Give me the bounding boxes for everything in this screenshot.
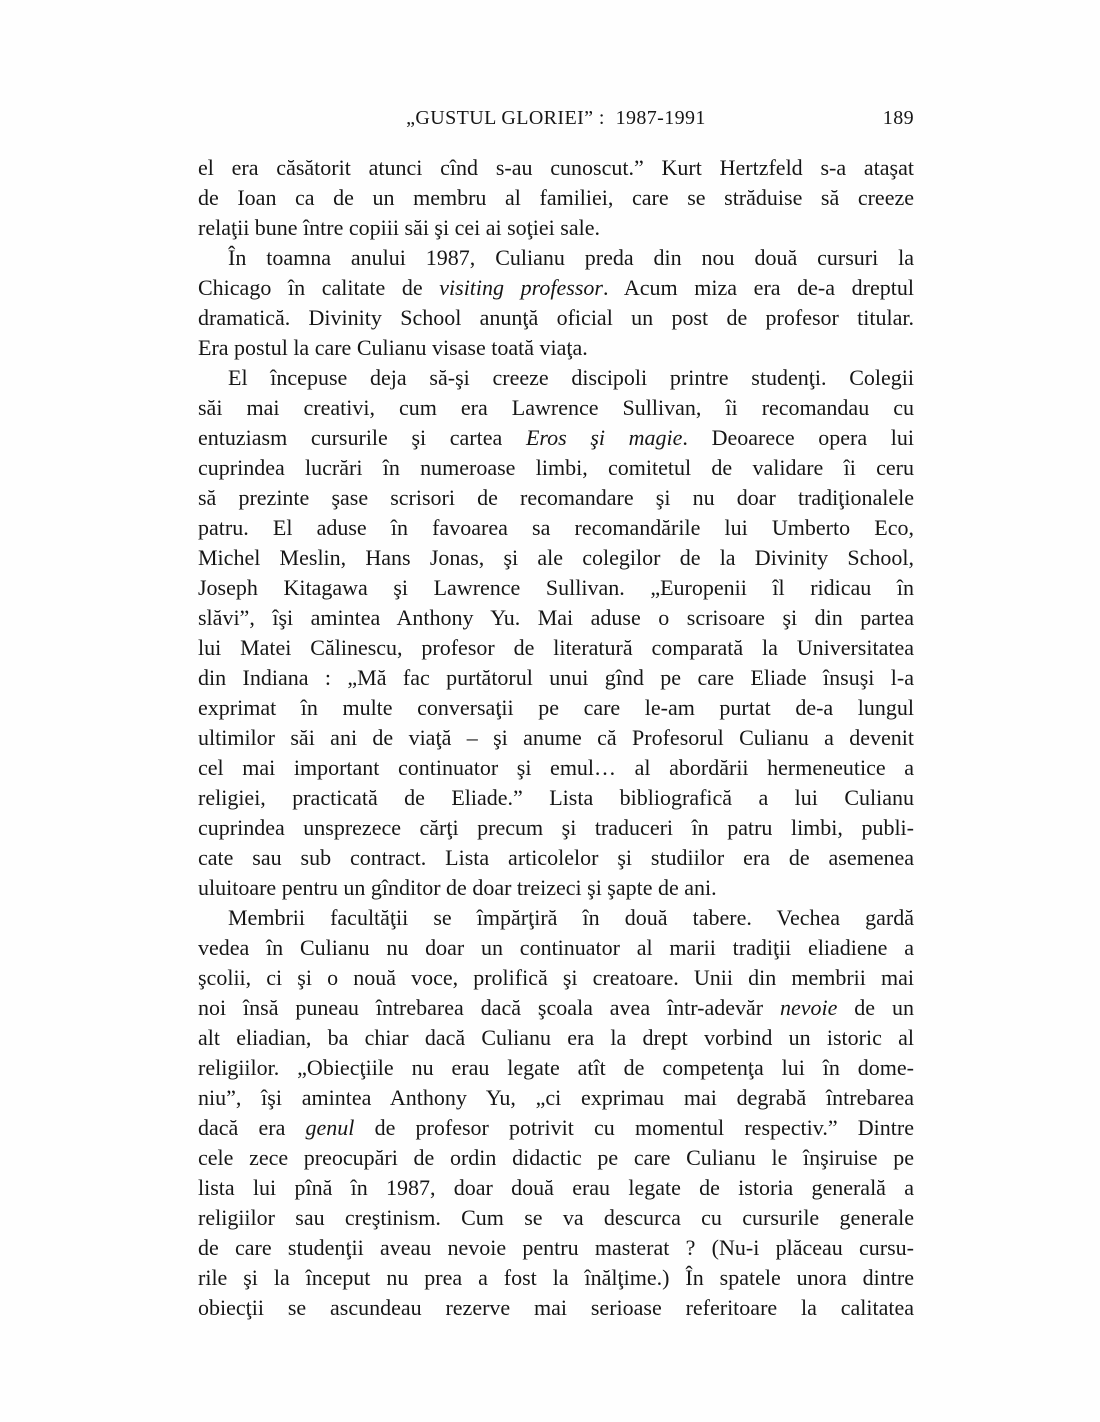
plain-text: de care studenţii aveau nevoie pentru masterat ? (Nu-i plăceau cursu- bbox=[198, 1235, 914, 1260]
text-line bbox=[198, 183, 914, 213]
plain-text: . Acum miza era de-a dreptul bbox=[602, 275, 914, 300]
text-line bbox=[198, 753, 914, 783]
plain-text: vedea în Culianu nu doar un continuator al marii tradiţii eliadiene a bbox=[198, 935, 914, 960]
text-line-content bbox=[198, 545, 914, 570]
plain-text: entuziasm cursurile şi cartea bbox=[198, 425, 526, 450]
text-line bbox=[198, 663, 914, 693]
plain-text: ultimilor săi ani de viaţă – şi anume că Profesorul Culianu a devenit bbox=[198, 725, 914, 750]
text-line-content bbox=[198, 485, 914, 510]
text-line-content bbox=[198, 155, 914, 180]
text-line-content bbox=[198, 755, 914, 780]
text-line-content bbox=[198, 1055, 914, 1080]
text-line bbox=[198, 993, 914, 1023]
text-line bbox=[198, 1293, 914, 1323]
text-line bbox=[198, 573, 914, 603]
text-line-content bbox=[228, 245, 914, 270]
text-line-content bbox=[198, 965, 914, 990]
text-line bbox=[198, 1203, 914, 1233]
text-line bbox=[198, 813, 914, 843]
text-line-content bbox=[198, 935, 914, 960]
text-line bbox=[198, 423, 914, 453]
text-line bbox=[198, 453, 914, 483]
text-line-content bbox=[198, 1295, 914, 1320]
text-line bbox=[198, 333, 914, 363]
plain-text: religiei, practicată de Eliade.” Lista bibliografică a lui Culianu bbox=[198, 785, 914, 810]
plain-text: religiilor sau creştinism. Cum se va descurca cu cursurile generale bbox=[198, 1205, 914, 1230]
text-line-content bbox=[198, 845, 914, 870]
text-line bbox=[198, 243, 914, 273]
plain-text: alt eliadian, ba chiar dacă Culianu era la drept vorbind un istoric al bbox=[198, 1025, 914, 1050]
text-line-content bbox=[198, 275, 914, 300]
text-line-content bbox=[198, 605, 914, 630]
text-line-content bbox=[198, 1145, 914, 1170]
plain-text: Joseph Kitagawa şi Lawrence Sullivan. „Europenii îl ridicau în bbox=[198, 575, 914, 600]
text-line bbox=[198, 693, 914, 723]
text-line bbox=[198, 363, 914, 393]
plain-text: din Indiana : „Mă fac purtătorul unui gînd pe care Eliade însuşi l-a bbox=[198, 665, 914, 690]
plain-text: cele zece preocupări de ordin didactic pe care Culianu le înşiruise pe bbox=[198, 1145, 914, 1170]
text-line-content bbox=[198, 665, 914, 690]
page-number: 189 bbox=[882, 107, 914, 129]
text-line bbox=[198, 273, 914, 303]
text-line bbox=[198, 153, 914, 183]
plain-text: patru. El aduse în favoarea sa recomandările lui Umberto Eco, bbox=[198, 515, 914, 540]
text-line bbox=[198, 543, 914, 573]
running-header bbox=[198, 107, 914, 133]
plain-text: niu”, îşi amintea Anthony Yu, „ci exprimau mai degrabă întrebarea bbox=[198, 1085, 914, 1110]
text-line bbox=[198, 1263, 914, 1293]
text-line bbox=[198, 1233, 914, 1263]
plain-text: Chicago în calitate de bbox=[198, 275, 440, 300]
text-line bbox=[198, 513, 914, 543]
text-line-content bbox=[198, 515, 914, 540]
page-body bbox=[198, 153, 914, 1323]
text-line bbox=[198, 393, 914, 423]
text-line-content bbox=[198, 185, 914, 210]
text-line bbox=[198, 723, 914, 753]
plain-text: rile şi la început nu prea a fost la înălţime.) În spatele unora dintre bbox=[198, 1265, 914, 1290]
text-line bbox=[198, 1023, 914, 1053]
text-line-content bbox=[198, 995, 914, 1020]
plain-text: cuprindea lucrări în numeroase limbi, comitetul de validare îi ceru bbox=[198, 455, 914, 480]
plain-text: dramatică. Divinity School anunţă oficial un post de profesor titular. bbox=[198, 305, 914, 330]
plain-text: şcolii, ci şi o nouă voce, prolifică şi creatoare. Unii din membrii mai bbox=[198, 965, 914, 990]
paragraph bbox=[198, 903, 914, 1323]
plain-text: lista lui pînă în 1987, doar două erau legate de istoria generală a bbox=[198, 1175, 914, 1200]
plain-text: de profesor potrivit cu momentul respectiv.” Dintre bbox=[354, 1115, 914, 1140]
text-line-content bbox=[198, 1205, 914, 1230]
plain-text: cuprindea unsprezece cărţi precum şi traduceri în patru limbi, publi- bbox=[198, 815, 914, 840]
plain-text: cate sau sub contract. Lista articolelor şi studiilor era de asemenea bbox=[198, 845, 914, 870]
paragraph bbox=[198, 243, 914, 363]
plain-text: dacă era bbox=[198, 1115, 306, 1140]
text-line-content bbox=[198, 635, 914, 660]
text-line-content bbox=[198, 455, 914, 480]
text-line bbox=[198, 873, 914, 903]
text-line-content bbox=[198, 1115, 914, 1140]
text-line-content bbox=[198, 215, 600, 240]
text-line-content bbox=[198, 425, 914, 450]
italic-text: genul bbox=[305, 1115, 355, 1140]
plain-text: În toamna anului 1987, Culianu preda din nou două cursuri la bbox=[228, 245, 914, 270]
text-line bbox=[198, 843, 914, 873]
text-line bbox=[198, 633, 914, 663]
text-line bbox=[198, 483, 914, 513]
plain-text: noi însă puneau întrebarea dacă şcoala avea într-adevăr bbox=[198, 995, 780, 1020]
plain-text: cel mai important continuator şi emul… al abordării hermeneutice a bbox=[198, 755, 914, 780]
plain-text: El începuse deja să-şi creeze discipoli printre studenţi. Colegii bbox=[228, 365, 914, 390]
italic-text: nevoie bbox=[779, 995, 838, 1020]
text-line-content bbox=[198, 1265, 914, 1290]
text-line bbox=[198, 1173, 914, 1203]
italic-text: visiting professor bbox=[439, 275, 603, 300]
plain-text: Era postul la care Culianu visase toată viaţa. bbox=[198, 335, 588, 360]
text-line bbox=[198, 303, 914, 333]
text-line-content bbox=[228, 905, 914, 930]
text-line-content bbox=[198, 1235, 914, 1260]
plain-text: slăvi”, îşi amintea Anthony Yu. Mai aduse o scrisoare şi din partea bbox=[198, 605, 914, 630]
text-line-content bbox=[198, 725, 914, 750]
plain-text: . Deoarece opera lui bbox=[682, 425, 914, 450]
plain-text: lui Matei Călinescu, profesor de literatură comparată la Universitatea bbox=[198, 635, 914, 660]
paragraph bbox=[198, 363, 914, 903]
text-line bbox=[198, 603, 914, 633]
text-line-content bbox=[198, 1085, 914, 1110]
plain-text: să prezinte şase scrisori de recomandare şi nu doar tradiţionalele bbox=[198, 485, 914, 510]
text-line-content bbox=[198, 305, 914, 330]
text-line bbox=[198, 963, 914, 993]
plain-text: exprimat în multe conversaţii pe care le-am purtat de-a lungul bbox=[198, 695, 914, 720]
plain-text: uluitoare pentru un gînditor de doar treizeci şi şapte de ani. bbox=[198, 875, 717, 900]
plain-text: Membrii facultăţii se împărţiră în două tabere. Vechea gardă bbox=[228, 905, 914, 930]
text-line-content bbox=[198, 695, 914, 720]
text-line bbox=[198, 1053, 914, 1083]
text-line-content bbox=[198, 815, 914, 840]
plain-text: săi mai creativi, cum era Lawrence Sullivan, îi recomandau cu bbox=[198, 395, 914, 420]
plain-text: de un bbox=[837, 995, 914, 1020]
text-line-content bbox=[198, 335, 588, 360]
text-line bbox=[198, 903, 914, 933]
italic-text: Eros şi magie bbox=[525, 425, 683, 450]
plain-text: religiilor. „Obiecţiile nu erau legate atît de competenţa lui în dome- bbox=[198, 1055, 914, 1080]
text-line bbox=[198, 933, 914, 963]
plain-text: relaţii bune între copiii săi şi cei ai soţiei sale. bbox=[198, 215, 600, 240]
text-line-content bbox=[198, 395, 914, 420]
text-line-content bbox=[198, 785, 914, 810]
text-line bbox=[198, 783, 914, 813]
plain-text: Michel Meslin, Hans Jonas, şi ale colegilor de la Divinity School, bbox=[198, 545, 914, 570]
text-line-content bbox=[198, 1025, 914, 1050]
plain-text: de Ioan ca de un membru al familiei, care se străduise să creeze bbox=[198, 185, 914, 210]
plain-text: obiecţii se ascundeau rezerve mai serioase referitoare la calitatea bbox=[198, 1295, 914, 1320]
chapter-title: „GUSTUL GLORIEI” : 1987-1991 bbox=[406, 107, 706, 129]
text-line-content bbox=[198, 1175, 914, 1200]
text-line-content bbox=[198, 575, 914, 600]
text-line bbox=[198, 1113, 914, 1143]
text-line bbox=[198, 213, 914, 243]
text-line bbox=[198, 1083, 914, 1113]
text-line-content bbox=[228, 365, 914, 390]
text-line-content bbox=[198, 875, 717, 900]
plain-text: el era căsătorit atunci cînd s-au cunoscut.” Kurt Hertzfeld s-a ataşat bbox=[198, 155, 914, 180]
paragraph bbox=[198, 153, 914, 243]
text-line bbox=[198, 1143, 914, 1173]
